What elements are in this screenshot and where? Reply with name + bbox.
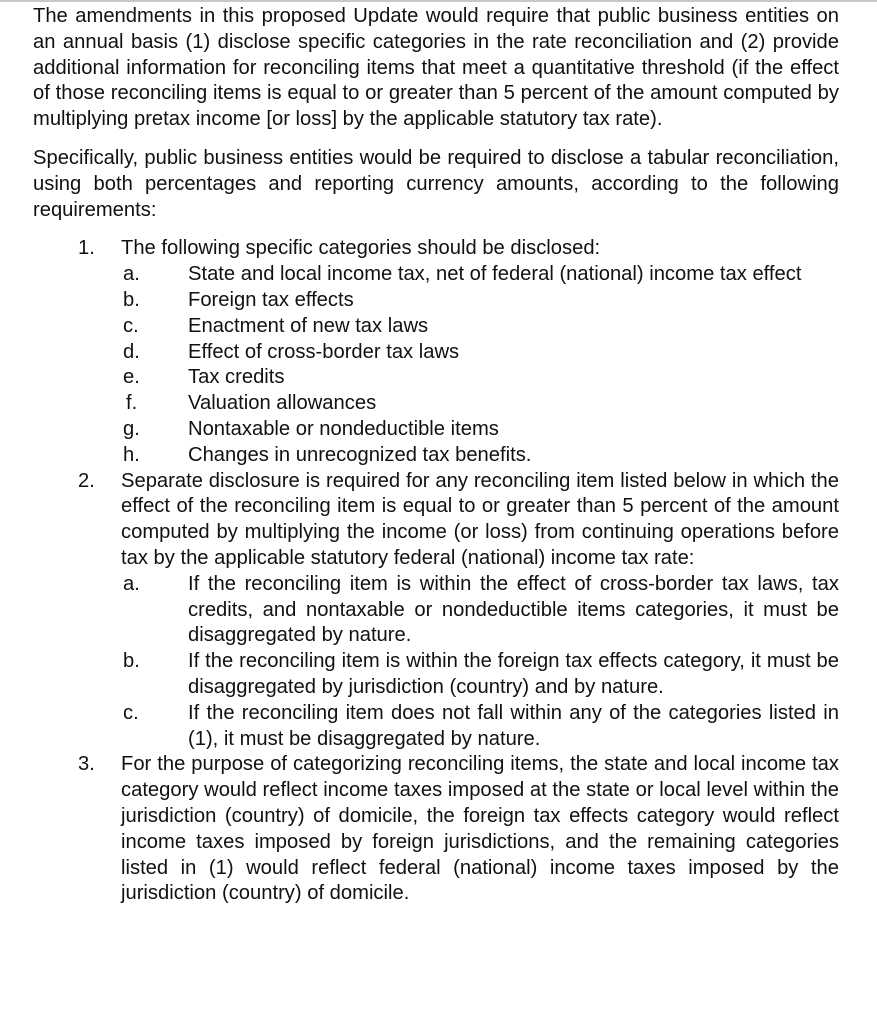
intro-paragraph: The amendments in this proposed Update would require that public business entities on an annual basis (1) disclose specific categories in the rate reconciliation and (2) provide additional information for reconciling items that meet a quantitative threshold (if the effect of those reconciling items is equal to or greater than 5 percent of the amount computed by multiplying pretax income [or loss] by the applicable statutory tax rate).	[33, 5, 839, 131]
item-text: Tax credits	[188, 366, 285, 389]
category-item	[123, 443, 839, 469]
page-top-border	[0, 0, 877, 2]
disaggregation-item	[123, 701, 839, 753]
requirement-item	[33, 236, 839, 468]
item-text: If the reconciling item does not fall within any of the categories listed in (1), it must be disaggregated by nature.	[188, 701, 839, 750]
item-letter: b.	[123, 650, 140, 673]
item-text: Valuation allowances	[188, 392, 377, 415]
requirement-item	[33, 752, 839, 907]
requirement-text: The following specific categories should be disclosed:	[121, 237, 601, 260]
item-letter: h.	[123, 443, 140, 466]
requirements-list	[33, 236, 839, 907]
item-letter: e.	[123, 366, 140, 389]
item-text: Nontaxable or nondeductible items	[188, 417, 499, 440]
item-letter: a.	[123, 572, 140, 595]
item-text: State and local income tax, net of federal (national) income tax effect	[188, 263, 802, 286]
category-item	[123, 314, 839, 340]
category-item	[123, 417, 839, 443]
category-item	[126, 391, 839, 417]
requirement-number: 1.	[78, 237, 95, 260]
requirements-intro-paragraph: Specifically, public business entities would be required to disclose a tabular reconciliation, using both percentages and reporting currency amounts, according to the following requirements:	[33, 146, 839, 221]
category-list	[33, 262, 839, 468]
item-letter: b.	[123, 288, 140, 311]
disaggregation-list	[33, 572, 839, 753]
item-text: If the reconciling item is within the foreign tax effects category, it must be disaggregated by jurisdiction (country) and by nature.	[188, 650, 839, 698]
item-text: Changes in unrecognized tax benefits.	[188, 443, 532, 466]
item-text: If the reconciling item is within the effect of cross-border tax laws, tax credits, and nontaxable or nondeductible items categories, it must be disaggregated by nature.	[188, 572, 839, 647]
item-text: Foreign tax effects	[188, 288, 354, 311]
item-text: Effect of cross-border tax laws	[188, 340, 460, 363]
category-item	[123, 262, 839, 288]
category-item	[123, 365, 839, 391]
item-text: Enactment of new tax laws	[188, 314, 429, 337]
requirement-number: 2.	[78, 469, 95, 492]
requirement-text: For the purpose of categorizing reconciling items, the state and local income tax category would reflect income taxes imposed at the state or local level within the jurisdiction (country) of domicile, the foreign tax effects category would reflect income taxes imposed by foreign jurisdictions, and the remaining categories listed in (1) would reflect federal (national) income taxes imposed by the jurisdiction (country) of domicile.	[121, 753, 839, 905]
item-letter: d.	[123, 340, 140, 363]
category-item	[123, 340, 839, 366]
item-letter: f.	[126, 392, 138, 415]
document-body	[33, 4, 839, 907]
item-letter: c.	[123, 701, 139, 724]
disaggregation-item	[123, 649, 839, 701]
requirement-text: Separate disclosure is required for any reconciling item listed below in which the effect of the reconciling item is equal to or greater than 5 percent of the amount computed by multiplying the income (or loss) from continuing operations before tax by the applicable statutory federal (national) income tax rate:	[121, 469, 839, 569]
item-letter: a.	[123, 263, 140, 286]
requirement-number: 3.	[78, 753, 95, 776]
disaggregation-item	[123, 572, 839, 649]
item-letter: c.	[123, 314, 139, 337]
item-letter: g.	[123, 417, 140, 440]
category-item	[123, 288, 839, 314]
requirement-item	[33, 469, 839, 753]
